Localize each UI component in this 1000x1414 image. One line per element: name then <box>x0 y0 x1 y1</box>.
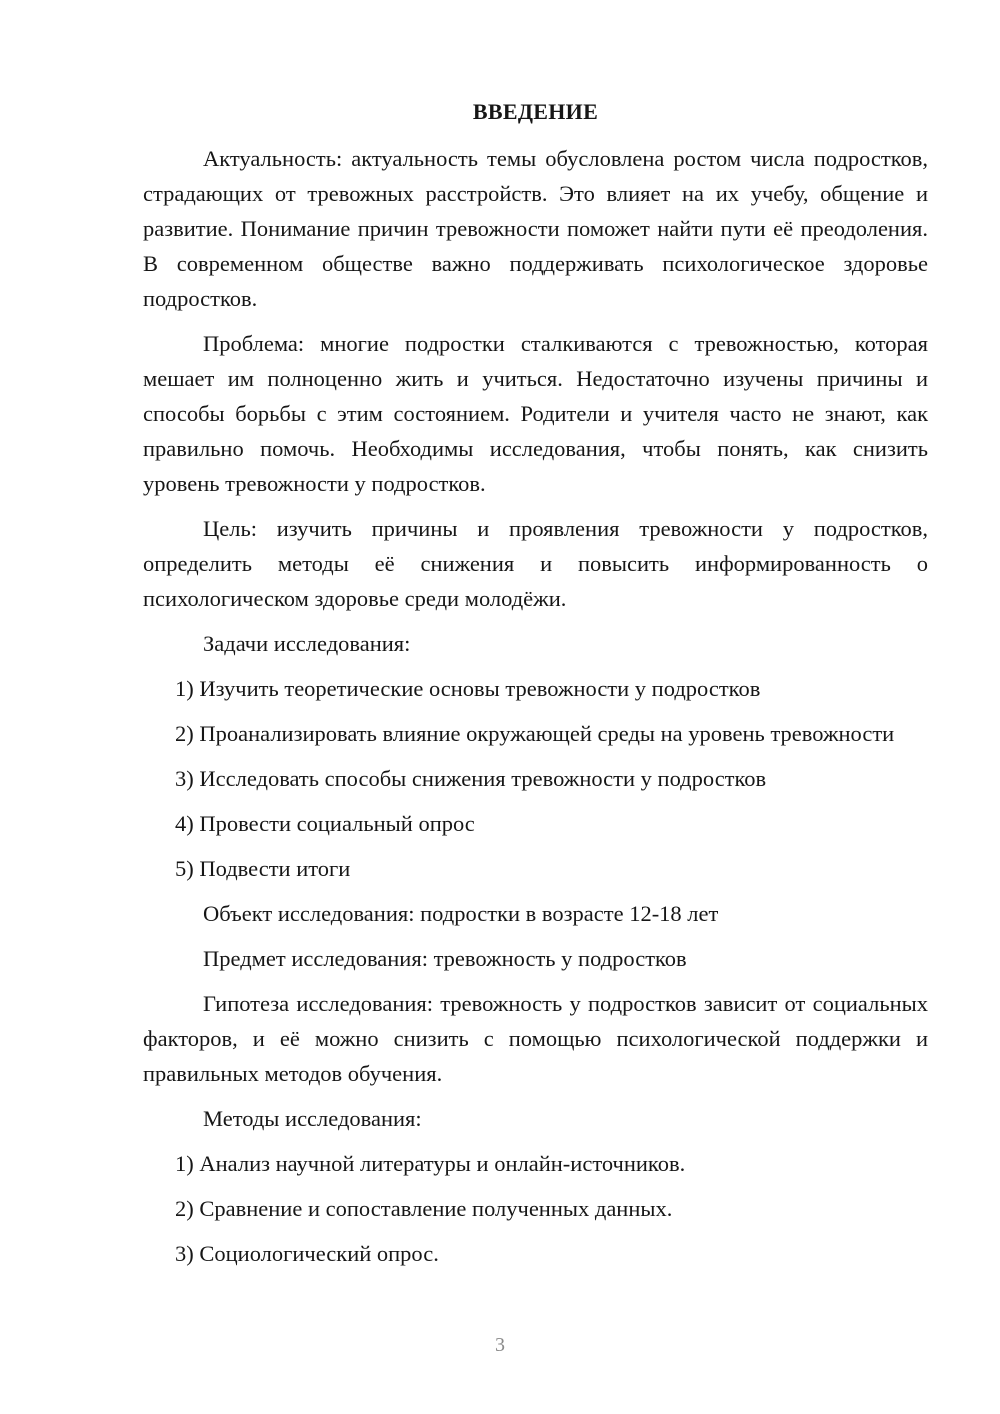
page-number: 3 <box>495 1334 505 1356</box>
tasks-heading: Задачи исследования: <box>203 631 411 656</box>
method-item: 2) Сравнение и сопоставление полученных данных. <box>175 1196 673 1221</box>
hypothesis-paragraph: Гипотеза исследования: тревожность у подростков зависит от социальных факторов, и её можно снизить с помощью психологической поддержки и правильных методов обучения. <box>143 991 928 1086</box>
task-item: 1) Изучить теоретические основы тревожности у подростков <box>175 676 761 701</box>
goal-paragraph: Цель: изучить причины и проявления тревожности у подростков, определить методы её снижения и повысить информированность о психологическом здоровье среди молодёжи. <box>143 516 928 611</box>
research-subject: Предмет исследования: тревожность у подростков <box>203 946 687 971</box>
page-content <box>143 96 928 1281</box>
method-item: 1) Анализ научной литературы и онлайн-источников. <box>175 1151 686 1176</box>
task-item: 2) Проанализировать влияние окружающей среды на уровень тревожности <box>175 721 895 746</box>
page-title: ВВЕДЕНИЕ <box>472 99 599 124</box>
relevance-paragraph: Актуальность: актуальность темы обусловлена ростом числа подростков, страдающих от тревожных расстройств. Это влияет на их учебу, общение и развитие. Понимание причин тревожности поможет найти пути её преодоления. В современном обществе важно поддерживать психологическое здоровье подростков. <box>143 146 928 311</box>
task-item: 3) Исследовать способы снижения тревожности у подростков <box>175 766 767 791</box>
research-object: Объект исследования: подростки в возрасте 12-18 лет <box>203 901 719 926</box>
method-item: 3) Социологический опрос. <box>175 1241 439 1266</box>
task-item: 5) Подвести итоги <box>175 856 351 881</box>
task-item: 4) Провести социальный опрос <box>175 811 475 836</box>
methods-heading: Методы исследования: <box>203 1106 422 1131</box>
problem-paragraph: Проблема: многие подростки сталкиваются с тревожностью, которая мешает им полноценно жить и учиться. Недостаточно изучены причины и способы борьбы с этим состоянием. Родители и учителя часто не знают, как правильно помочь. Необходимы исследования, чтобы понять, как снизить уровень тревожности у подростков. <box>143 331 928 496</box>
